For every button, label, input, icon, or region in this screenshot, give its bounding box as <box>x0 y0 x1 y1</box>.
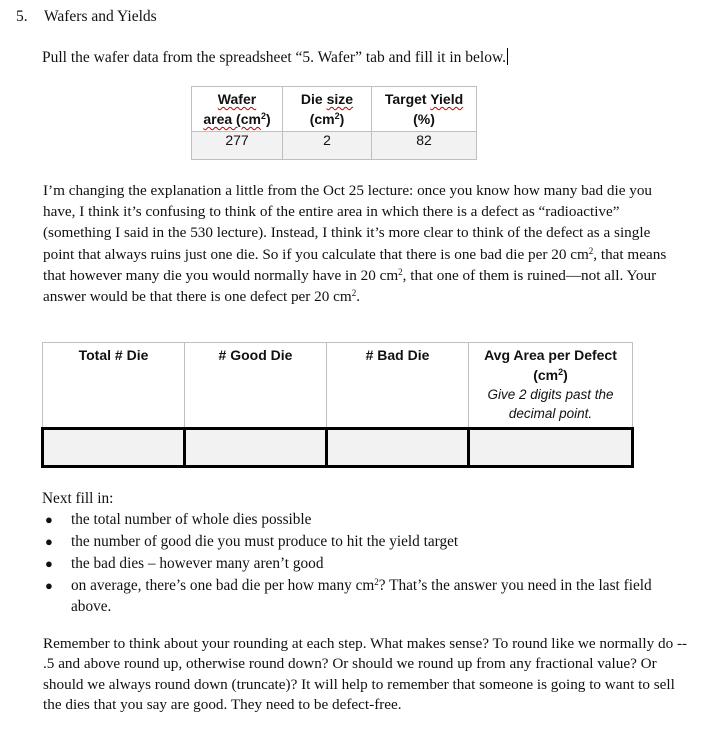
section-title: Wafers and Yields <box>44 8 157 25</box>
section-heading <box>16 8 157 26</box>
list-item-text-cont: ? That’s the answer you need in the last field above. <box>71 577 652 615</box>
header-wafer-area-line2 <box>203 111 270 127</box>
list-item <box>42 554 692 575</box>
header-die-size-line2 <box>310 111 345 127</box>
header-die-size-unit: (cm <box>309 111 335 127</box>
header-avg-area-line2 <box>533 367 568 383</box>
text-cursor <box>507 48 508 65</box>
superscript: 2 <box>588 245 594 256</box>
header-target-yield-line2: (%) <box>413 111 435 127</box>
explanation-paragraph <box>43 180 683 307</box>
list-item-text: the number of good die you must produce to hit the yield target <box>71 533 459 550</box>
paragraph1-part2: , that means that however many die you would normally have in 20 cm <box>43 245 667 284</box>
superscript: 2 <box>351 288 357 299</box>
avg-area-note: Give 2 digits past the decimal point. <box>487 387 614 421</box>
header-total-die: Total # Die <box>43 343 185 429</box>
header-target-yield <box>372 87 477 132</box>
paragraph1-part4: . <box>356 288 360 306</box>
superscript: 2 <box>558 367 564 377</box>
header-target-yield-line1: Target Yield <box>384 91 464 107</box>
paragraph1-part3: , that one of them is ruined—not all. Your answer would be that there is one defect per 20 cm <box>43 266 657 306</box>
header-wafer-area-unit: area (cm <box>203 111 261 127</box>
header-bad-die: # Bad Die <box>327 343 469 429</box>
results-input-row <box>43 429 633 467</box>
paren: ) <box>339 111 345 127</box>
list-item-text: on average, there’s one bad die per how many cm <box>71 577 375 594</box>
die-size-value: 2 <box>283 132 372 160</box>
good-die-input-cell[interactable] <box>185 429 327 467</box>
list-item <box>42 532 692 553</box>
header-avg-area-per-defect <box>469 343 633 429</box>
list-item <box>42 576 692 617</box>
superscript: 2 <box>398 266 403 277</box>
target-yield-value: 82 <box>372 132 477 160</box>
avg-area-unit: (cm <box>533 367 559 383</box>
header-wafer-area <box>192 87 283 132</box>
total-die-input-cell[interactable] <box>43 429 185 467</box>
fill-in-list <box>42 510 692 619</box>
section-number: 5. <box>16 8 28 25</box>
instruction-sentence: Pull the wafer data from the spreadsheet “5. Wafer” tab and fill it in below. <box>42 49 507 66</box>
paren: ) <box>265 111 271 127</box>
superscript: 2 <box>260 111 266 121</box>
superscript: 2 <box>374 577 379 587</box>
header-wafer-area-line1: Wafer <box>217 91 257 107</box>
wafer-data-table <box>191 86 477 160</box>
list-item <box>42 510 692 531</box>
bullet-icon: ● <box>45 512 53 527</box>
bullet-icon: ● <box>45 534 53 549</box>
results-header-row <box>43 343 633 429</box>
instruction-text <box>42 48 508 67</box>
rounding-paragraph: Remember to think about your rounding at each step. What makes sense? To round like we normally do -- .5 and above round up, otherwise round down? Or should we round up from any fractional value? Or should we always round down (truncate)? It will help to remember that someone is going to want to sell the dies that you say are good. They need to be defect-free. <box>43 635 688 713</box>
bullet-icon: ● <box>45 578 53 593</box>
wafer-table-header-row <box>192 87 477 132</box>
results-table <box>41 342 634 468</box>
avg-area-input-cell[interactable] <box>469 429 633 467</box>
header-avg-area-line1: Avg Area per Defect <box>484 347 617 363</box>
superscript: 2 <box>334 111 340 121</box>
bad-die-input-cell[interactable] <box>327 429 469 467</box>
bullet-icon: ● <box>45 556 53 571</box>
list-item-text: the bad dies – however many aren’t good <box>71 555 324 572</box>
header-die-size-line1: Die size <box>300 91 354 107</box>
wafer-area-value: 277 <box>192 132 283 160</box>
wafer-table-value-row <box>192 132 477 160</box>
paren: ) <box>563 367 568 383</box>
next-fill-label: Next fill in: <box>42 490 114 507</box>
header-good-die: # Good Die <box>185 343 327 429</box>
header-die-size <box>283 87 372 132</box>
paragraph1-part1: I’m changing the explanation a little from the Oct 25 lecture: once you know how many bad die you have, I think it’s confusing to think of the entire area in which there is a defect as “radioactive” (something I said in the 530 lecture). Instead, I think it’s more clear to think of the defect as a single point that always ruins just one die. So if you calculate that there is one bad die per 20 cm <box>43 182 653 263</box>
list-item-text: the total number of whole dies possible <box>71 511 312 528</box>
